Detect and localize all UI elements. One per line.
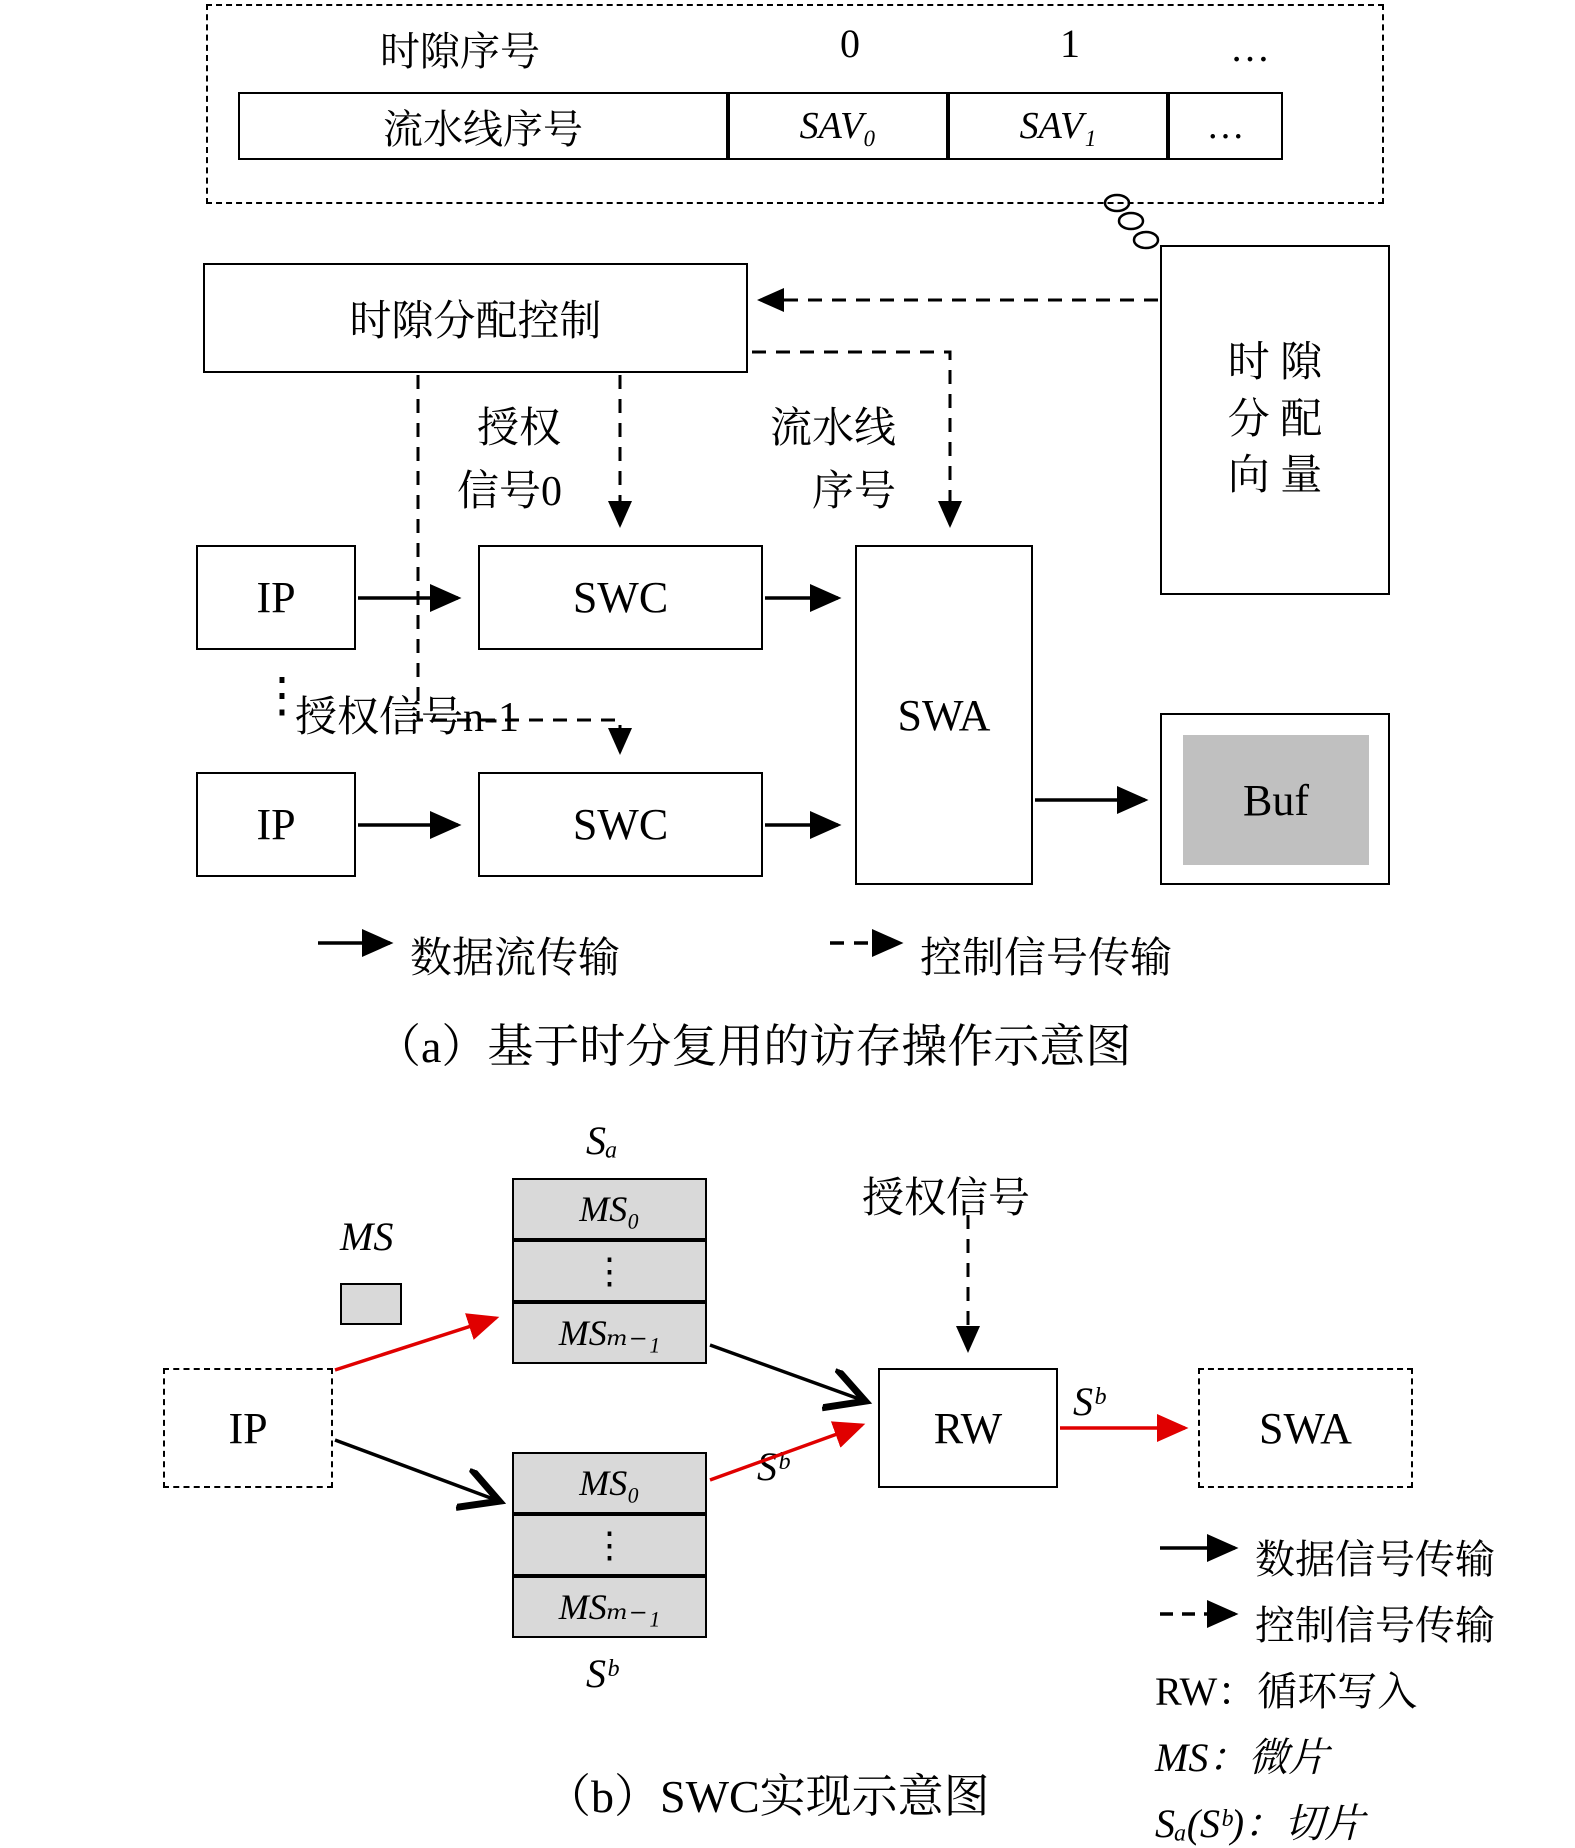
sav-ellipsis-cell xyxy=(1168,92,1283,160)
slot-allocation-control-block xyxy=(203,263,748,373)
swc-block-bottom xyxy=(478,772,763,877)
sav-ellipsis-label: … xyxy=(1206,105,1245,147)
sav-vector-line-2: 分 配 xyxy=(1227,396,1323,443)
slot-index-0: 0 xyxy=(840,21,860,66)
grant-signal-0-label-line2: 信号0 xyxy=(457,469,563,515)
pipeline-index-label-cell xyxy=(238,92,728,160)
ms-top-cell-dots xyxy=(512,1240,707,1302)
rw-block-label: RW xyxy=(933,1403,1003,1453)
swc-block-top xyxy=(478,545,763,650)
buf-inner-block xyxy=(1183,735,1369,865)
ms-top-cell-0 xyxy=(512,1178,707,1240)
swa-block-b-label: SWA xyxy=(1259,1403,1352,1453)
ms-chip xyxy=(340,1283,402,1325)
sb-label-bottom: Sᵇ xyxy=(586,1651,617,1696)
sav-vector-line-1: 时 隙 xyxy=(1227,339,1323,386)
ip-vertical-dots: ⋮ xyxy=(258,669,306,722)
ms-top-cell-dots-label: ⋮ xyxy=(591,1251,628,1291)
slot-allocation-control-label: 时隙分配控制 xyxy=(349,299,602,345)
panel-a-caption: （a）基于时分复用的访存操作示意图 xyxy=(375,1021,1132,1072)
legend-b-rw-label: RW：循环写入 xyxy=(1155,1669,1418,1714)
ip-block-top xyxy=(196,545,356,650)
panel-b-caption: （b）SWC实现示意图 xyxy=(545,1771,990,1822)
grant-signal-0-label-line1: 授权 xyxy=(477,406,562,452)
sav-vector-line-3: 向 量 xyxy=(1227,453,1323,500)
ms-bottom-cell-dots xyxy=(512,1514,707,1576)
sav0-cell xyxy=(728,92,948,160)
ms-bottom-cell-0-label: MS₀ xyxy=(579,1463,640,1503)
grant-signal-n-1-label: 授权信号n-1 xyxy=(295,695,519,741)
ms-bottom-cell-0 xyxy=(512,1452,707,1514)
sb-label-mid: Sᵇ xyxy=(757,1444,788,1489)
swc-block-top-label: SWC xyxy=(572,573,669,622)
sb-label-out: Sᵇ xyxy=(1073,1379,1104,1424)
ms-bottom-cell-last-label: MSₘ₋₁ xyxy=(558,1587,661,1627)
swa-block-b xyxy=(1198,1368,1413,1488)
ip-block-b-label: IP xyxy=(228,1403,268,1453)
legend-a-data-flow-label: 数据流传输 xyxy=(410,936,621,982)
ms-top-cell-last-label: MSₘ₋₁ xyxy=(558,1313,661,1353)
ms-bottom-cell-last xyxy=(512,1576,707,1638)
sav1-cell xyxy=(948,92,1168,160)
sav0-label: SAV₀ xyxy=(799,105,877,147)
ip-block-b xyxy=(163,1368,333,1488)
pipeline-index-signal-line1: 流水线 xyxy=(770,406,897,452)
ms-top-cell-last xyxy=(512,1302,707,1364)
sav-vector-block xyxy=(1160,245,1390,595)
swa-block-label: SWA xyxy=(897,690,991,740)
ip-block-bottom-label: IP xyxy=(256,800,296,849)
ms-label: MS xyxy=(340,1214,394,1259)
buf-label: Buf xyxy=(1243,775,1309,825)
swc-block-bottom-label: SWC xyxy=(572,800,669,849)
grant-signal-label-b: 授权信号 xyxy=(862,1176,1031,1222)
ip-block-bottom xyxy=(196,772,356,877)
slot-index-label: 时隙序号 xyxy=(380,29,540,74)
legend-a-control-flow-label: 控制信号传输 xyxy=(920,936,1173,982)
legend-b-control-signal-label: 控制信号传输 xyxy=(1255,1603,1495,1648)
ms-bottom-cell-dots-label: ⋮ xyxy=(591,1525,628,1565)
sa-label-top: Sₐ xyxy=(586,1118,618,1163)
legend-b-slice-label: Sₐ(Sᵇ)：切片 xyxy=(1155,1801,1365,1846)
ip-block-top-label: IP xyxy=(256,573,296,622)
rw-block xyxy=(878,1368,1058,1488)
ms-top-cell-0-label: MS₀ xyxy=(579,1189,640,1229)
pipeline-index-signal-line2: 序号 xyxy=(812,469,897,515)
pipeline-index-label: 流水线序号 xyxy=(383,106,583,152)
legend-b-ms-label: MS：微片 xyxy=(1155,1735,1329,1780)
slot-index-ellipsis: … xyxy=(1230,25,1270,70)
legend-b-data-signal-label: 数据信号传输 xyxy=(1255,1537,1495,1582)
sav1-label: SAV₁ xyxy=(1019,105,1097,147)
swa-block xyxy=(855,545,1033,885)
slot-index-1: 1 xyxy=(1060,21,1080,66)
